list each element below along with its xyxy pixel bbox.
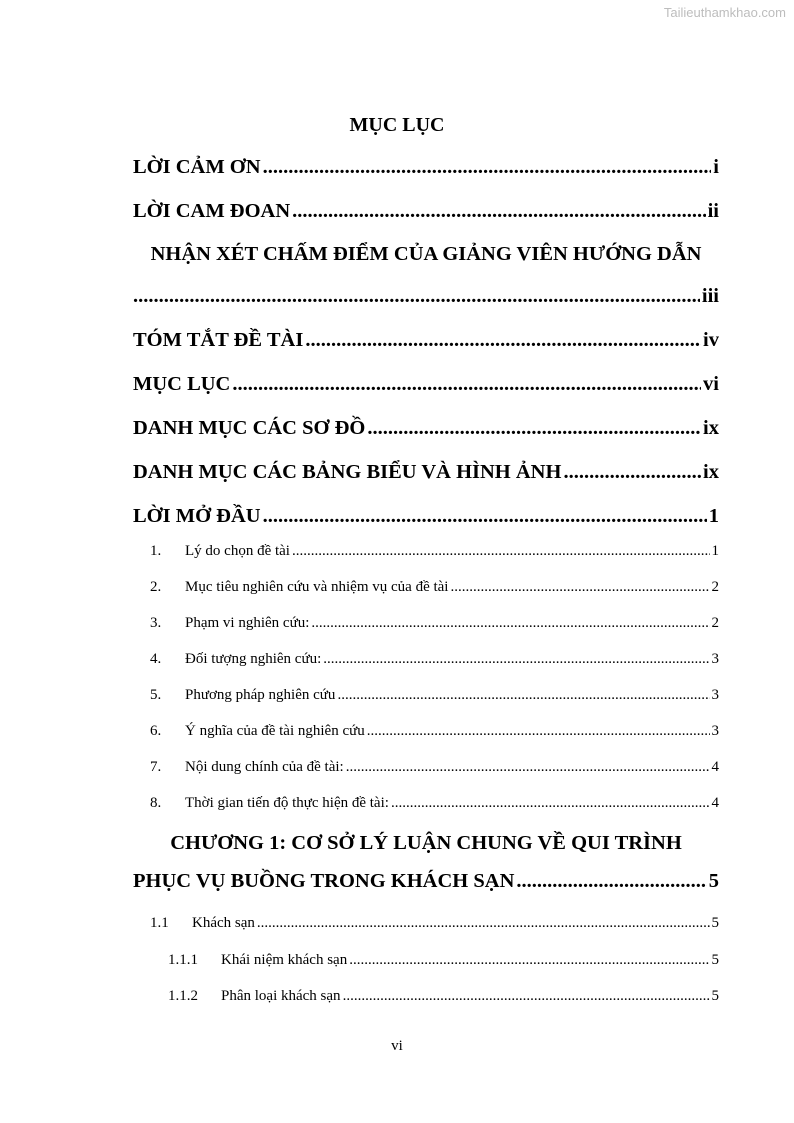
entry-page: 5 — [711, 915, 719, 931]
leader-dots — [292, 200, 705, 223]
entry-number: 8. — [150, 795, 162, 811]
toc-entry[interactable] — [133, 417, 719, 440]
toc-entry[interactable] — [133, 373, 719, 396]
entry-number: 3. — [150, 615, 162, 631]
leader-dots — [232, 373, 701, 396]
leader-dots — [292, 543, 710, 560]
entry-label: Đối tượng nghiên cứu: — [185, 651, 322, 667]
entry-number: 6. — [150, 723, 162, 739]
toc-entry-line2[interactable] — [133, 285, 719, 308]
toc-subentry[interactable] — [150, 723, 719, 740]
entry-page: 3 — [711, 651, 719, 667]
entry-label: Mục tiêu nghiên cứu và nhiệm vụ của đề tài — [185, 579, 449, 595]
entry-label: Ý nghĩa của đề tài nghiên cứu — [185, 723, 365, 739]
entry-label: TÓM TẮT ĐỀ TÀI — [133, 329, 304, 351]
entry-page: 4 — [711, 759, 719, 775]
leader-dots — [311, 615, 709, 632]
leader-dots — [257, 915, 710, 932]
entry-page: vi — [703, 373, 719, 395]
toc-subentry[interactable] — [150, 795, 719, 812]
leader-dots — [367, 723, 710, 740]
entry-label: Lý do chọn đề tài — [185, 543, 290, 559]
entry-number: 2. — [150, 579, 162, 595]
entry-page: iv — [703, 329, 719, 351]
chapter-heading-line1[interactable]: CHƯƠNG 1: CƠ SỞ LÝ LUẬN CHUNG VỀ QUI TRÌNH — [170, 832, 682, 854]
toc-section[interactable] — [168, 988, 719, 1005]
entry-page: 1 — [711, 543, 719, 559]
entry-label: DANH MỤC CÁC BẢNG BIỂU VÀ HÌNH ẢNH — [133, 461, 562, 483]
toc-subentry[interactable] — [150, 759, 719, 776]
entry-page: 4 — [711, 795, 719, 811]
entry-label: Thời gian tiến độ thực hiện đề tài: — [185, 795, 389, 811]
entry-number: 4. — [150, 651, 162, 667]
leader-dots — [337, 687, 709, 704]
watermark: Tailieuthamkhao.com — [663, 5, 786, 20]
entry-label: MỤC LỤC — [133, 373, 231, 395]
entry-page: 5 — [711, 988, 719, 1004]
entry-page: 1 — [708, 505, 719, 527]
leader-dots — [323, 651, 709, 668]
toc-subentry[interactable] — [150, 651, 719, 668]
entry-label: LỜI CAM ĐOAN — [133, 200, 291, 222]
leader-dots — [133, 285, 700, 308]
entry-label: Phương pháp nghiên cứu — [185, 687, 336, 703]
chapter-heading-line2[interactable] — [133, 870, 719, 893]
entry-label: Khái niệm khách sạn — [221, 952, 348, 968]
toc-subentry[interactable] — [150, 543, 719, 560]
entry-page: 3 — [711, 687, 719, 703]
entry-page: 5 — [711, 952, 719, 968]
entry-label: Khách sạn — [192, 915, 255, 931]
entry-number: 1.1 — [150, 915, 169, 931]
leader-dots — [346, 759, 710, 776]
leader-dots — [343, 988, 710, 1005]
leader-dots — [450, 579, 709, 596]
entry-page: ix — [703, 417, 719, 439]
leader-dots — [349, 952, 709, 969]
entry-number: 1. — [150, 543, 162, 559]
leader-dots — [391, 795, 710, 812]
entry-number: 1.1.1 — [168, 952, 198, 968]
entry-number: 7. — [150, 759, 162, 775]
page-title: MỤC LỤC — [349, 114, 445, 136]
entry-page: 2 — [711, 615, 719, 631]
entry-label: LỜI MỞ ĐẦU — [133, 505, 261, 527]
toc-subentry[interactable] — [150, 615, 719, 632]
leader-dots — [563, 461, 701, 484]
entry-label: PHỤC VỤ BUỒNG TRONG KHÁCH SẠN — [133, 870, 515, 892]
entry-label: DANH MỤC CÁC SƠ ĐỒ — [133, 417, 366, 439]
entry-page: ix — [703, 461, 719, 483]
entry-label: Phạm vi nghiên cứu: — [185, 615, 310, 631]
entry-page: ii — [707, 200, 719, 222]
toc-subentry[interactable] — [150, 579, 719, 596]
entry-number: 1.1.2 — [168, 988, 198, 1004]
entry-page: 5 — [708, 870, 719, 892]
toc-subentry[interactable] — [150, 687, 719, 704]
entry-label: LỜI CẢM ƠN — [133, 156, 261, 178]
page-number: vi — [391, 1038, 403, 1054]
toc-entry-line1[interactable]: NHẬN XÉT CHẤM ĐIỂM CỦA GIẢNG VIÊN HƯỚNG DẪN — [150, 243, 702, 265]
entry-page: i — [713, 156, 719, 178]
toc-entry[interactable] — [133, 156, 719, 179]
entry-number: 5. — [150, 687, 162, 703]
entry-page: 2 — [711, 579, 719, 595]
entry-label: Phân loại khách sạn — [221, 988, 341, 1004]
leader-dots — [263, 156, 712, 179]
entry-label: Nội dung chính của đề tài: — [185, 759, 344, 775]
toc-entry[interactable] — [133, 329, 719, 352]
toc-section[interactable] — [168, 952, 719, 969]
toc-section[interactable] — [150, 915, 719, 932]
entry-page: iii — [701, 285, 719, 307]
leader-dots — [305, 329, 701, 352]
leader-dots — [367, 417, 701, 440]
entry-page: 3 — [711, 723, 719, 739]
leader-dots — [516, 870, 706, 893]
toc-entry[interactable] — [133, 505, 719, 528]
leader-dots — [263, 505, 707, 528]
toc-entry[interactable] — [133, 461, 719, 484]
toc-entry[interactable] — [133, 200, 719, 223]
